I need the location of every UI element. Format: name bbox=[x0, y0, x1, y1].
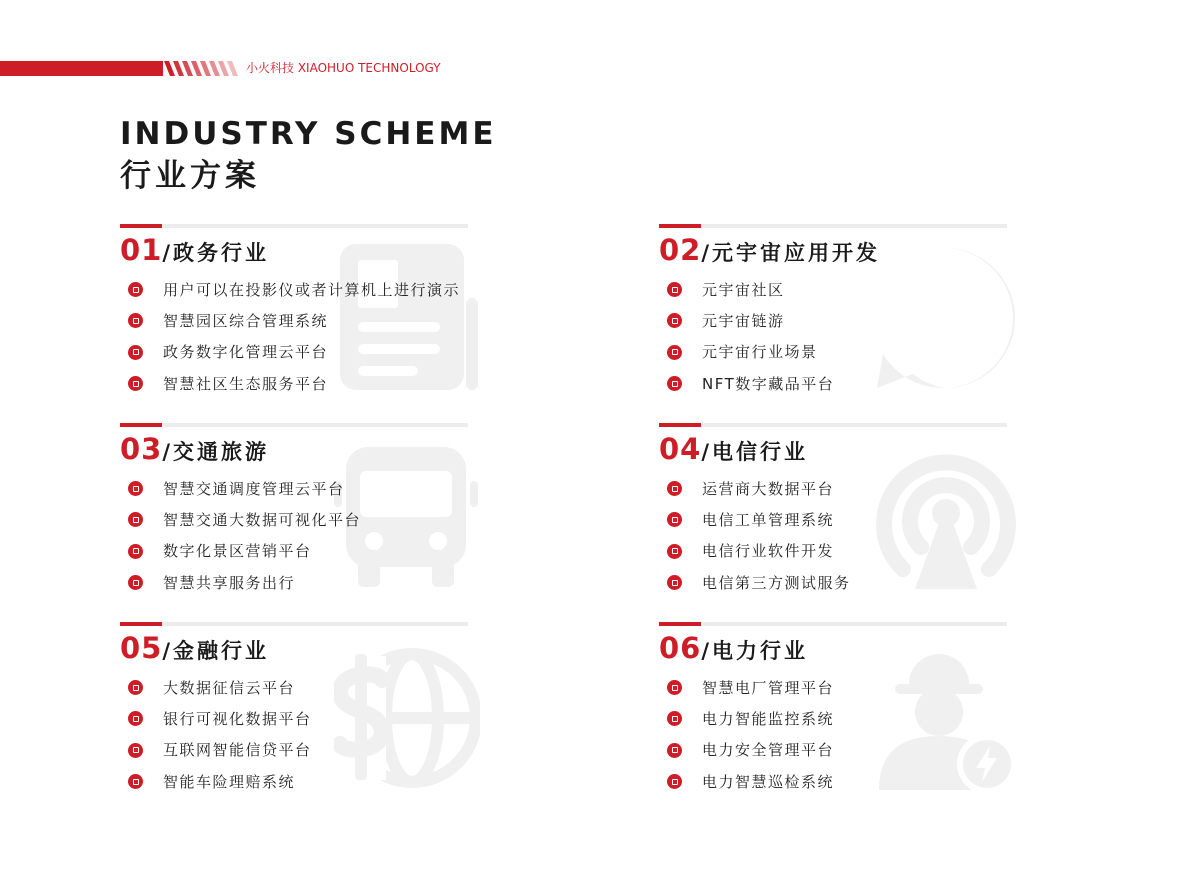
item-label: 元宇宙社区 bbox=[702, 280, 785, 299]
section-heading bbox=[120, 429, 269, 469]
software-icon bbox=[667, 544, 682, 559]
list-item bbox=[659, 504, 851, 535]
item-label: 政务数字化管理云平台 bbox=[163, 343, 329, 362]
monitor-icon bbox=[667, 711, 682, 726]
page-title-en: INDUSTRY SCHEME bbox=[120, 116, 497, 152]
list-item bbox=[120, 735, 312, 766]
scenic-icon bbox=[128, 544, 143, 559]
item-label: 电信工单管理系统 bbox=[702, 510, 835, 529]
section-title: /政务行业 bbox=[162, 241, 270, 265]
item-label: 智慧共享服务出行 bbox=[163, 573, 296, 592]
item-label: 智慧园区综合管理系统 bbox=[163, 311, 329, 330]
list-item bbox=[659, 368, 834, 399]
item-label: 智慧社区生态服务平台 bbox=[163, 374, 329, 393]
list-item bbox=[120, 368, 460, 399]
home-icon bbox=[667, 282, 682, 297]
item-label: 互联网智能信贷平台 bbox=[163, 741, 312, 760]
loan-icon bbox=[128, 743, 143, 758]
section-number: 03 bbox=[120, 432, 163, 466]
credit-icon bbox=[128, 680, 143, 695]
item-label: 运营商大数据平台 bbox=[702, 479, 835, 498]
item-label: 电信第三方测试服务 bbox=[702, 573, 851, 592]
header-stripes bbox=[164, 61, 242, 76]
section-heading bbox=[120, 628, 269, 668]
list-item bbox=[120, 567, 361, 598]
item-label: 电力安全管理平台 bbox=[702, 741, 835, 760]
list-item bbox=[659, 567, 851, 598]
broadcast-icon bbox=[873, 441, 1019, 591]
building-icon bbox=[128, 313, 143, 328]
item-label: 智慧电厂管理平台 bbox=[702, 678, 835, 697]
item-label: 大数据征信云平台 bbox=[163, 678, 296, 697]
list-item bbox=[120, 672, 312, 703]
list-item bbox=[659, 274, 834, 305]
list-item bbox=[659, 766, 834, 797]
item-list bbox=[120, 473, 361, 598]
nft-icon bbox=[667, 376, 682, 391]
item-list bbox=[120, 672, 312, 797]
finance-globe-icon bbox=[334, 640, 480, 790]
inspection-icon bbox=[667, 774, 682, 789]
list-item bbox=[120, 766, 312, 797]
bus-small-icon bbox=[128, 512, 143, 527]
item-list bbox=[659, 274, 834, 399]
section-government bbox=[120, 224, 468, 404]
list-item bbox=[120, 305, 460, 336]
section-rule-accent bbox=[120, 224, 162, 228]
section-title: /电力行业 bbox=[701, 639, 809, 663]
section-title: /交通旅游 bbox=[162, 440, 270, 464]
item-list bbox=[659, 473, 851, 598]
list-item bbox=[659, 703, 834, 734]
list-item bbox=[659, 337, 834, 368]
power-worker-icon bbox=[873, 640, 1019, 790]
section-number: 01 bbox=[120, 233, 163, 267]
globe-icon bbox=[667, 481, 682, 496]
card-icon bbox=[128, 711, 143, 726]
item-list bbox=[120, 274, 460, 399]
page-title-zh: 行业方案 bbox=[120, 158, 260, 194]
section-metaverse bbox=[659, 224, 1007, 404]
community-icon bbox=[128, 376, 143, 391]
section-title: /金融行业 bbox=[162, 639, 270, 663]
section-rule bbox=[120, 622, 468, 626]
test-icon bbox=[667, 575, 682, 590]
list-item bbox=[659, 305, 834, 336]
plant-icon bbox=[667, 680, 682, 695]
list-item bbox=[120, 536, 361, 567]
section-finance bbox=[120, 622, 468, 802]
item-label: 用户可以在投影仪或者计算机上进行演示 bbox=[163, 280, 461, 299]
section-telecom bbox=[659, 423, 1007, 603]
compass-icon bbox=[667, 345, 682, 360]
section-number: 05 bbox=[120, 631, 163, 665]
section-number: 02 bbox=[659, 233, 702, 267]
section-heading bbox=[659, 628, 808, 668]
section-rule bbox=[120, 224, 468, 228]
list-item bbox=[659, 536, 851, 567]
brand-name: 小火科技 XIAOHUO TECHNOLOGY bbox=[246, 61, 441, 75]
header-red-bar bbox=[0, 61, 163, 76]
insurance-icon bbox=[128, 774, 143, 789]
section-rule bbox=[120, 423, 468, 427]
government-icon bbox=[128, 345, 143, 360]
item-list bbox=[659, 672, 834, 797]
chat-heart-icon bbox=[873, 242, 1019, 392]
dispatch-icon bbox=[128, 481, 143, 496]
clipboard-icon bbox=[667, 512, 682, 527]
shield-icon bbox=[667, 743, 682, 758]
section-rule bbox=[659, 423, 1007, 427]
list-item bbox=[659, 672, 834, 703]
section-rule bbox=[659, 224, 1007, 228]
item-label: 电力智慧巡检系统 bbox=[702, 772, 835, 791]
game-icon bbox=[667, 313, 682, 328]
item-label: NFT数字藏品平台 bbox=[702, 374, 835, 393]
item-label: 电信行业软件开发 bbox=[702, 542, 835, 561]
section-number: 06 bbox=[659, 631, 702, 665]
item-label: 银行可视化数据平台 bbox=[163, 709, 312, 728]
item-label: 元宇宙链游 bbox=[702, 311, 785, 330]
section-rule-accent bbox=[120, 622, 162, 626]
section-transport bbox=[120, 423, 468, 603]
section-heading bbox=[120, 230, 269, 270]
section-heading bbox=[659, 230, 880, 270]
item-label: 电力智能监控系统 bbox=[702, 709, 835, 728]
list-item bbox=[659, 473, 851, 504]
list-item bbox=[120, 473, 361, 504]
item-label: 智能车险理赔系统 bbox=[163, 772, 296, 791]
section-title: /电信行业 bbox=[701, 440, 809, 464]
section-rule-accent bbox=[120, 423, 162, 427]
item-label: 智慧交通大数据可视化平台 bbox=[163, 510, 362, 529]
list-item bbox=[659, 735, 834, 766]
item-label: 元宇宙行业场景 bbox=[702, 343, 818, 362]
section-power bbox=[659, 622, 1007, 802]
section-rule-accent bbox=[659, 224, 701, 228]
list-item bbox=[120, 504, 361, 535]
list-item bbox=[120, 274, 460, 305]
item-label: 数字化景区营销平台 bbox=[163, 542, 312, 561]
section-heading bbox=[659, 429, 808, 469]
presentation-icon bbox=[128, 282, 143, 297]
section-rule-accent bbox=[659, 423, 701, 427]
list-item bbox=[120, 703, 312, 734]
section-title: /元宇宙应用开发 bbox=[701, 241, 881, 265]
section-number: 04 bbox=[659, 432, 702, 466]
list-item bbox=[120, 337, 460, 368]
section-rule-accent bbox=[659, 622, 701, 626]
item-label: 智慧交通调度管理云平台 bbox=[163, 479, 345, 498]
section-rule bbox=[659, 622, 1007, 626]
share-icon bbox=[128, 575, 143, 590]
